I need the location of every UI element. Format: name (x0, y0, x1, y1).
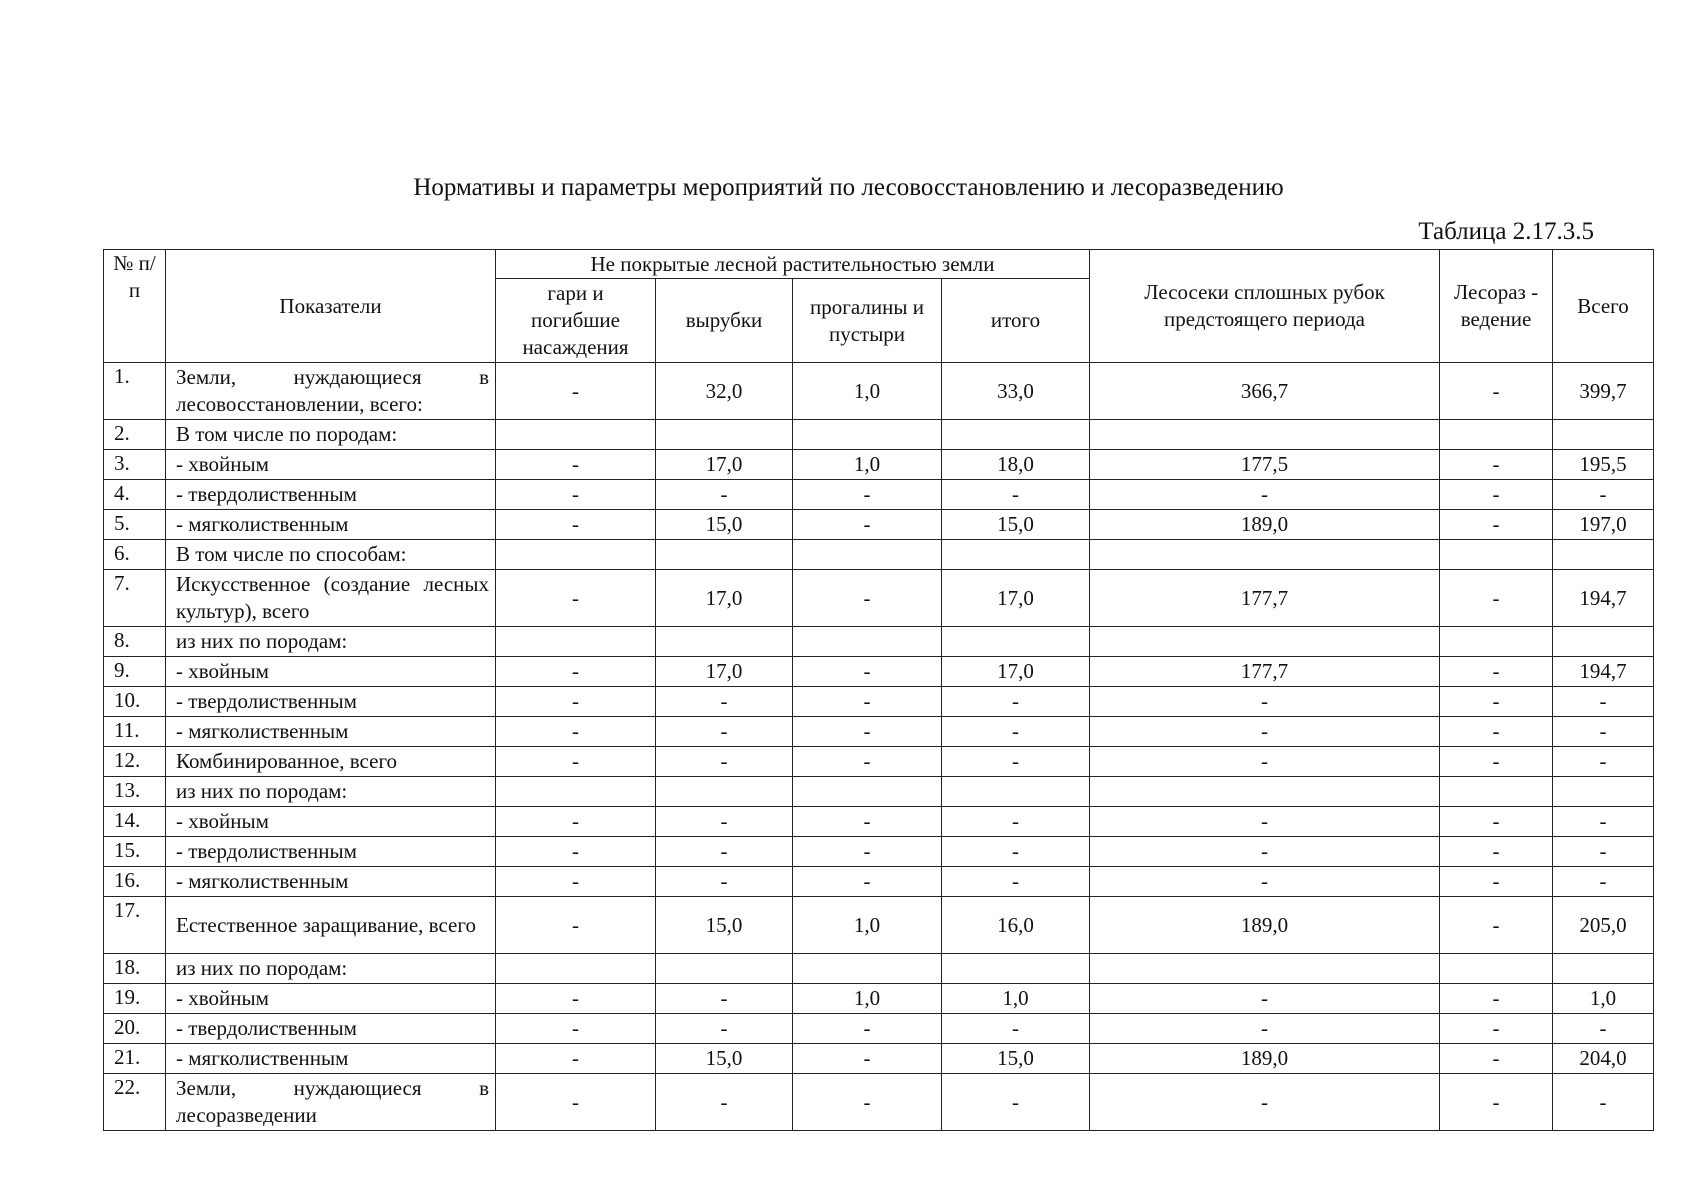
cell-glades: - (793, 1014, 942, 1044)
cell-total: - (1553, 747, 1654, 777)
cell-clearcuts: 15,0 (656, 897, 793, 954)
cell-afforest: - (1440, 984, 1553, 1014)
cell-total: 205,0 (1553, 897, 1654, 954)
cell-burned: - (496, 1044, 656, 1074)
cell-total (1553, 954, 1654, 984)
cell-burned: - (496, 897, 656, 954)
cell-subtotal: - (942, 1014, 1090, 1044)
cell-logging: - (1090, 747, 1440, 777)
cell-total: - (1553, 807, 1654, 837)
row-indicator: - мягколиственным (166, 1044, 496, 1074)
cell-glades: - (793, 717, 942, 747)
table-row (104, 777, 1654, 807)
cell-glades: - (793, 1044, 942, 1074)
cell-subtotal: - (942, 687, 1090, 717)
row-indicator: - мягколиственным (166, 717, 496, 747)
table-row (104, 570, 1654, 627)
cell-clearcuts (656, 540, 793, 570)
cell-afforest: - (1440, 1014, 1553, 1044)
cell-afforest: - (1440, 837, 1553, 867)
table-row (104, 984, 1654, 1014)
cell-burned: - (496, 450, 656, 480)
cell-logging: - (1090, 717, 1440, 747)
table-row (104, 954, 1654, 984)
row-indicator: - мягколиственным (166, 510, 496, 540)
cell-glades (793, 420, 942, 450)
row-indicator: - твердолиственным (166, 687, 496, 717)
cell-burned (496, 777, 656, 807)
cell-afforest: - (1440, 510, 1553, 540)
row-indicator: В том числе по породам: (166, 420, 496, 450)
cell-clearcuts: 15,0 (656, 1044, 793, 1074)
cell-burned (496, 954, 656, 984)
table-row (104, 1044, 1654, 1074)
cell-afforest (1440, 954, 1553, 984)
cell-logging: - (1090, 867, 1440, 897)
cell-glades: - (793, 570, 942, 627)
row-number: 11. (104, 717, 166, 747)
cell-subtotal: 15,0 (942, 510, 1090, 540)
row-number: 8. (104, 627, 166, 657)
cell-total (1553, 777, 1654, 807)
cell-afforest: - (1440, 1044, 1553, 1074)
cell-subtotal: - (942, 480, 1090, 510)
cell-burned: - (496, 867, 656, 897)
cell-logging: - (1090, 1074, 1440, 1131)
cell-logging: 177,7 (1090, 570, 1440, 627)
cell-afforest: - (1440, 717, 1553, 747)
row-number: 2. (104, 420, 166, 450)
cell-subtotal: 17,0 (942, 570, 1090, 627)
row-number: 21. (104, 1044, 166, 1074)
cell-logging: 189,0 (1090, 510, 1440, 540)
table-row (104, 627, 1654, 657)
cell-clearcuts (656, 627, 793, 657)
row-number: 16. (104, 867, 166, 897)
cell-clearcuts (656, 420, 793, 450)
row-number: 7. (104, 570, 166, 627)
header-afforestation: Лесораз - ведение (1440, 250, 1553, 363)
header-clearcuts: вырубки (656, 279, 793, 363)
row-indicator: Земли, нуждающиеся в лесовосстановлении, всего: (166, 363, 496, 420)
cell-logging: - (1090, 837, 1440, 867)
cell-total: 197,0 (1553, 510, 1654, 540)
cell-clearcuts: 17,0 (656, 570, 793, 627)
cell-burned: - (496, 1014, 656, 1044)
cell-clearcuts: - (656, 1074, 793, 1131)
cell-logging: - (1090, 687, 1440, 717)
cell-glades (793, 540, 942, 570)
cell-logging: - (1090, 480, 1440, 510)
table-row (104, 420, 1654, 450)
cell-glades: - (793, 480, 942, 510)
row-number: 13. (104, 777, 166, 807)
row-number: 6. (104, 540, 166, 570)
cell-total: 194,7 (1553, 657, 1654, 687)
cell-subtotal: 1,0 (942, 984, 1090, 1014)
cell-glades: 1,0 (793, 363, 942, 420)
cell-subtotal: 16,0 (942, 897, 1090, 954)
header-glades: прогалины и пустыри (793, 279, 942, 363)
row-indicator: - твердолиственным (166, 837, 496, 867)
cell-subtotal: - (942, 1074, 1090, 1131)
cell-glades: 1,0 (793, 897, 942, 954)
cell-afforest: - (1440, 480, 1553, 510)
cell-glades: - (793, 657, 942, 687)
cell-total: - (1553, 687, 1654, 717)
cell-logging (1090, 777, 1440, 807)
cell-afforest: - (1440, 897, 1553, 954)
cell-subtotal: 15,0 (942, 1044, 1090, 1074)
cell-glades: - (793, 747, 942, 777)
cell-afforest (1440, 777, 1553, 807)
header-num: № п/п (104, 250, 166, 363)
cell-total: - (1553, 1074, 1654, 1131)
cell-logging (1090, 420, 1440, 450)
cell-burned: - (496, 747, 656, 777)
cell-glades: - (793, 837, 942, 867)
cell-subtotal (942, 540, 1090, 570)
cell-logging: 177,5 (1090, 450, 1440, 480)
table-row (104, 1014, 1654, 1044)
cell-subtotal: - (942, 837, 1090, 867)
table-row (104, 897, 1654, 954)
cell-total: - (1553, 867, 1654, 897)
cell-burned: - (496, 480, 656, 510)
row-number: 17. (104, 897, 166, 954)
cell-clearcuts (656, 954, 793, 984)
cell-total: 194,7 (1553, 570, 1654, 627)
cell-burned (496, 420, 656, 450)
header-logging-sites: Лесосеки сплошных рубок предстоящего периода (1090, 250, 1440, 363)
cell-total (1553, 627, 1654, 657)
row-number: 9. (104, 657, 166, 687)
cell-afforest: - (1440, 657, 1553, 687)
row-indicator: - хвойным (166, 807, 496, 837)
table-row (104, 717, 1654, 747)
row-number: 4. (104, 480, 166, 510)
cell-glades (793, 954, 942, 984)
cell-afforest: - (1440, 363, 1553, 420)
row-indicator: Комбинированное, всего (166, 747, 496, 777)
cell-burned: - (496, 510, 656, 540)
cell-clearcuts: - (656, 1014, 793, 1044)
table-row (104, 867, 1654, 897)
row-number: 18. (104, 954, 166, 984)
cell-clearcuts: - (656, 480, 793, 510)
cell-clearcuts: 32,0 (656, 363, 793, 420)
cell-logging (1090, 540, 1440, 570)
cell-afforest: - (1440, 687, 1553, 717)
row-indicator: - хвойным (166, 450, 496, 480)
table-row (104, 837, 1654, 867)
cell-logging (1090, 954, 1440, 984)
row-indicator: - мягколиственным (166, 867, 496, 897)
cell-burned: - (496, 570, 656, 627)
cell-glades (793, 777, 942, 807)
table-row (104, 450, 1654, 480)
header-indicator: Показатели (166, 250, 496, 363)
cell-afforest: - (1440, 747, 1553, 777)
cell-total: - (1553, 717, 1654, 747)
cell-subtotal (942, 777, 1090, 807)
cell-subtotal: 18,0 (942, 450, 1090, 480)
cell-glades (793, 627, 942, 657)
row-number: 15. (104, 837, 166, 867)
cell-subtotal: 17,0 (942, 657, 1090, 687)
cell-burned (496, 540, 656, 570)
row-number: 19. (104, 984, 166, 1014)
page-title: Нормативы и параметры мероприятий по лесовосстановлению и лесоразведению (413, 174, 1284, 201)
header-burned: гари и погибшие насаждения (496, 279, 656, 363)
cell-logging: 189,0 (1090, 897, 1440, 954)
row-indicator: Земли, нуждающиеся в лесоразведении (166, 1074, 496, 1131)
row-indicator: В том числе по способам: (166, 540, 496, 570)
cell-logging (1090, 627, 1440, 657)
cell-subtotal: - (942, 867, 1090, 897)
row-number: 14. (104, 807, 166, 837)
cell-total: 399,7 (1553, 363, 1654, 420)
cell-afforest (1440, 627, 1553, 657)
row-indicator: - твердолиственным (166, 1014, 496, 1044)
norms-table (103, 249, 1654, 1131)
cell-total: - (1553, 1014, 1654, 1044)
cell-logging: - (1090, 807, 1440, 837)
row-indicator: из них по породам: (166, 954, 496, 984)
row-indicator: Естественное заращивание, всего (166, 897, 496, 954)
cell-burned (496, 627, 656, 657)
cell-burned: - (496, 363, 656, 420)
cell-glades: - (793, 687, 942, 717)
row-number: 10. (104, 687, 166, 717)
header-uncovered-group: Не покрытые лесной растительностью земли (496, 250, 1090, 279)
table-row (104, 657, 1654, 687)
cell-subtotal (942, 954, 1090, 984)
cell-logging: 366,7 (1090, 363, 1440, 420)
cell-total: - (1553, 837, 1654, 867)
cell-afforest: - (1440, 867, 1553, 897)
cell-logging: 189,0 (1090, 1044, 1440, 1074)
cell-clearcuts (656, 777, 793, 807)
cell-afforest: - (1440, 807, 1553, 837)
cell-clearcuts: - (656, 747, 793, 777)
cell-burned: - (496, 1074, 656, 1131)
cell-subtotal: - (942, 717, 1090, 747)
cell-clearcuts: 17,0 (656, 450, 793, 480)
table-row (104, 540, 1654, 570)
header-total: Всего (1553, 250, 1654, 363)
cell-logging: - (1090, 1014, 1440, 1044)
cell-total: 1,0 (1553, 984, 1654, 1014)
cell-glades: - (793, 510, 942, 540)
cell-burned: - (496, 837, 656, 867)
row-indicator: из них по породам: (166, 627, 496, 657)
row-number: 22. (104, 1074, 166, 1131)
cell-subtotal: - (942, 747, 1090, 777)
cell-clearcuts: - (656, 867, 793, 897)
cell-afforest: - (1440, 450, 1553, 480)
cell-burned: - (496, 717, 656, 747)
table-number: Таблица 2.17.3.5 (1418, 218, 1594, 245)
table-row (104, 687, 1654, 717)
cell-total: - (1553, 480, 1654, 510)
row-number: 1. (104, 363, 166, 420)
cell-clearcuts: - (656, 837, 793, 867)
cell-logging: - (1090, 984, 1440, 1014)
cell-burned: - (496, 984, 656, 1014)
cell-afforest (1440, 420, 1553, 450)
cell-afforest: - (1440, 1074, 1553, 1131)
cell-subtotal (942, 627, 1090, 657)
header-subtotal: итого (942, 279, 1090, 363)
cell-total (1553, 420, 1654, 450)
cell-burned: - (496, 657, 656, 687)
row-indicator: из них по породам: (166, 777, 496, 807)
cell-burned: - (496, 687, 656, 717)
cell-glades: - (793, 867, 942, 897)
cell-glades: - (793, 807, 942, 837)
row-number: 5. (104, 510, 166, 540)
cell-glades: 1,0 (793, 984, 942, 1014)
row-indicator: Искусственное (создание лесных культур), всего (166, 570, 496, 627)
row-number: 3. (104, 450, 166, 480)
table-row (104, 1074, 1654, 1131)
cell-total (1553, 540, 1654, 570)
cell-clearcuts: 17,0 (656, 657, 793, 687)
cell-afforest (1440, 540, 1553, 570)
table-row (104, 747, 1654, 777)
row-indicator: - твердолиственным (166, 480, 496, 510)
table-row (104, 807, 1654, 837)
cell-total: 204,0 (1553, 1044, 1654, 1074)
cell-subtotal: - (942, 807, 1090, 837)
table-body (104, 363, 1654, 1131)
cell-clearcuts: - (656, 984, 793, 1014)
cell-subtotal: 33,0 (942, 363, 1090, 420)
row-number: 12. (104, 747, 166, 777)
cell-clearcuts: - (656, 717, 793, 747)
cell-total: 195,5 (1553, 450, 1654, 480)
cell-burned: - (496, 807, 656, 837)
cell-clearcuts: 15,0 (656, 510, 793, 540)
cell-logging: 177,7 (1090, 657, 1440, 687)
cell-subtotal (942, 420, 1090, 450)
table-row (104, 363, 1654, 420)
cell-glades: - (793, 1074, 942, 1131)
row-number: 20. (104, 1014, 166, 1044)
row-indicator: - хвойным (166, 984, 496, 1014)
cell-clearcuts: - (656, 807, 793, 837)
cell-clearcuts: - (656, 687, 793, 717)
cell-afforest: - (1440, 570, 1553, 627)
table-row (104, 510, 1654, 540)
row-indicator: - хвойным (166, 657, 496, 687)
table-row (104, 480, 1654, 510)
cell-glades: 1,0 (793, 450, 942, 480)
